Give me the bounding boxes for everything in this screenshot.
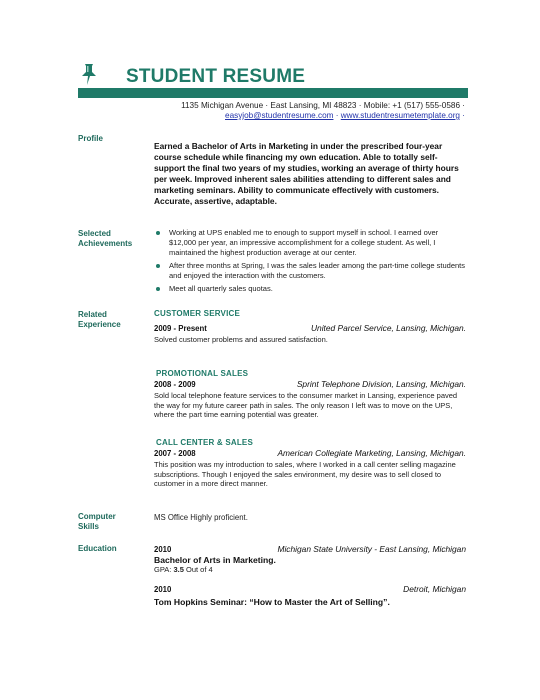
education-place: Michigan State University - East Lansing, Michigan [277,544,466,554]
contact-separator: · [462,111,465,120]
job-title: CUSTOMER SERVICE [154,309,241,318]
pushpin-icon [80,62,100,86]
job-description: This position was my introduction to sales, where I worked in a call center selling magazine subscriptions. Though I enjoyed the sales environment, my desire was to sell closed to customer in a more direct manner. [154,460,456,489]
website-link[interactable]: www.studentresumetemplate.org [340,111,460,120]
bullet-icon [156,264,160,268]
job-description: Solved customer problems and assured satisfaction. [154,335,328,344]
section-label-profile: Profile [78,134,103,143]
contact-links [150,111,465,120]
education-year: 2010 [154,545,172,554]
header-divider-bar [78,88,468,98]
list-item: After three months at Spring, I was the sales leader among the part-time college students and enjoyed the interaction with the customers. [154,261,466,281]
education-degree: Bachelor of Arts in Marketing. [154,555,276,565]
job-dates: 2009 - Present [154,324,207,333]
contact-address: 1135 Michigan Avenue · East Lansing, MI 48823 · Mobile: +1 (517) 555-0586 · [181,101,465,110]
job-dates: 2007 - 2008 [154,449,196,458]
list-item: Working at UPS enabled me to enough to support myself in school. I earned over $12,000 per year, an impressive accomplishment for a college student. As well, I maintained the highest production average at our center. [154,228,466,258]
job-entry [154,309,466,345]
section-label-skills: Computer Skills [78,512,116,531]
achievements-list [154,228,466,297]
bullet-icon [156,287,160,291]
job-title: CALL CENTER & SALES [156,438,253,447]
education-year: 2010 [154,585,172,594]
job-dates: 2008 - 2009 [154,380,196,389]
section-label-experience: Related Experience [78,310,121,329]
education-degree: Tom Hopkins Seminar: “How to Master the Art of Selling”. [154,597,390,607]
job-entry [154,438,466,489]
bullet-icon [156,231,160,235]
skills-text: MS Office Highly proficient. [154,513,248,522]
education-entry [154,544,466,574]
section-label-education: Education [78,544,117,553]
contact-separator: · [335,111,339,120]
education-gpa: GPA: 3.5 Out of 4 [154,565,213,574]
email-link[interactable]: easyjob@studentresume.com [225,111,334,120]
job-company: United Parcel Service, Lansing, Michigan. [310,323,466,333]
job-title: PROMOTIONAL SALES [156,369,249,378]
section-label-achievements: Selected Achievements [78,229,133,248]
job-company: Sprint Telephone Division, Lansing, Michigan. [296,379,466,389]
job-description: Sold local telephone feature services to the consumer market in Lansing, experience paved the way for my future career path in sales. The only reason I left was to move on the UPS, where the part time earning potential was greater. [154,391,458,420]
education-place: Detroit, Michigan [403,584,466,594]
profile-text: Earned a Bachelor of Arts in Marketing in under the prescribed four-year course schedule while financing my own education. Able to totally self-support the final two years of my studies, working an average of thirty hours per week. Improved inherent sales abilities attending to different sales and marketing seminars. Ability to communicate effectively with customers. Accurate, assertive, adaptable. [154,141,459,206]
job-company: American Collegiate Marketing, Lansing, Michigan. [277,448,466,458]
list-item: Meet all quarterly sales quotas. [154,284,466,294]
job-entry [154,369,466,420]
education-entry [154,584,466,607]
resume-title: STUDENT RESUME [126,66,306,87]
